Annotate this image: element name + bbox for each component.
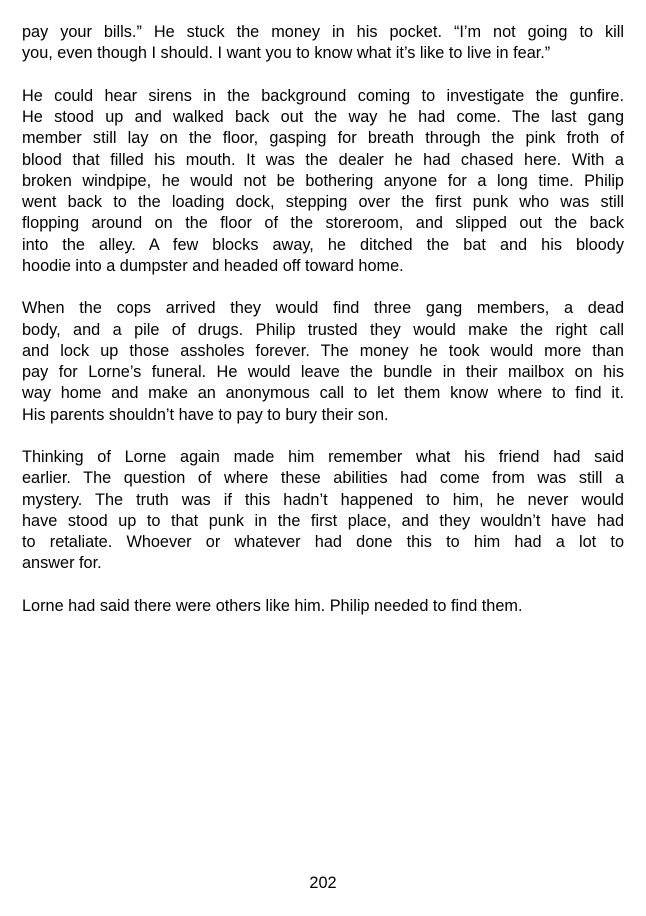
text-line: flopping around on the floor of the storeroom, and slipped out the back xyxy=(22,214,624,233)
text-line: earlier. The question of where these abilities had come from was still a xyxy=(22,469,624,488)
text-line: He could hear sirens in the background coming to investigate the gunfire. xyxy=(22,86,624,105)
text-line: to retaliate. Whoever or whatever had done this to him had a lot to xyxy=(22,533,624,551)
page-number: 202 xyxy=(309,874,337,892)
text-line: pay for Lorne’s funeral. He would leave the bundle in their mailbox on his xyxy=(22,363,624,381)
text-line: into the alley. A few blocks away, he ditched the bat and his bloody xyxy=(22,235,624,254)
text-line: pay your bills.” He stuck the money in his pocket. “I’m not going to kill xyxy=(22,23,624,41)
text-line: you, even though I should. I want you to know what it’s like to live in fear.” xyxy=(22,44,551,63)
text-line: His parents shouldn’t have to pay to bury their son. xyxy=(22,405,389,424)
text-line: and lock up those assholes forever. The money he took would more than xyxy=(22,341,624,360)
text-line: answer for. xyxy=(22,554,102,573)
text-line: have stood up to that punk in the first place, and they wouldn’t have had xyxy=(22,511,624,530)
paragraph xyxy=(22,447,624,575)
paragraph xyxy=(22,86,624,277)
text-line: When the cops arrived they would find three gang members, a dead xyxy=(22,299,624,318)
text-line: mystery. The truth was if this hadn’t happened to him, he never would xyxy=(22,490,624,509)
text-line: Lorne had said there were others like him. Philip needed to find them. xyxy=(22,596,523,615)
text-line: broken windpipe, he would not be bothering anyone for a long time. Philip xyxy=(22,171,624,190)
text-line: member still lay on the floor, gasping for breath through the pink froth of xyxy=(22,129,624,148)
text-line: went back to the loading dock, stepping over the first punk who was still xyxy=(22,193,624,211)
paragraph xyxy=(22,298,624,426)
text-line: hoodie into a dumpster and headed off toward home. xyxy=(22,256,404,275)
text-line: Thinking of Lorne again made him remember what his friend had said xyxy=(22,448,624,466)
paragraph xyxy=(22,596,624,617)
paragraph xyxy=(22,22,624,65)
text-line: He stood up and walked back out the way he had come. The last gang xyxy=(22,108,624,126)
page-body xyxy=(22,22,624,638)
text-line: way home and make an anonymous call to let them know where to find it. xyxy=(22,384,624,403)
text-line: body, and a pile of drugs. Philip trusted they would make the right call xyxy=(22,320,624,339)
text-line: blood that filled his mouth. It was the dealer he had chased here. With a xyxy=(22,150,624,169)
